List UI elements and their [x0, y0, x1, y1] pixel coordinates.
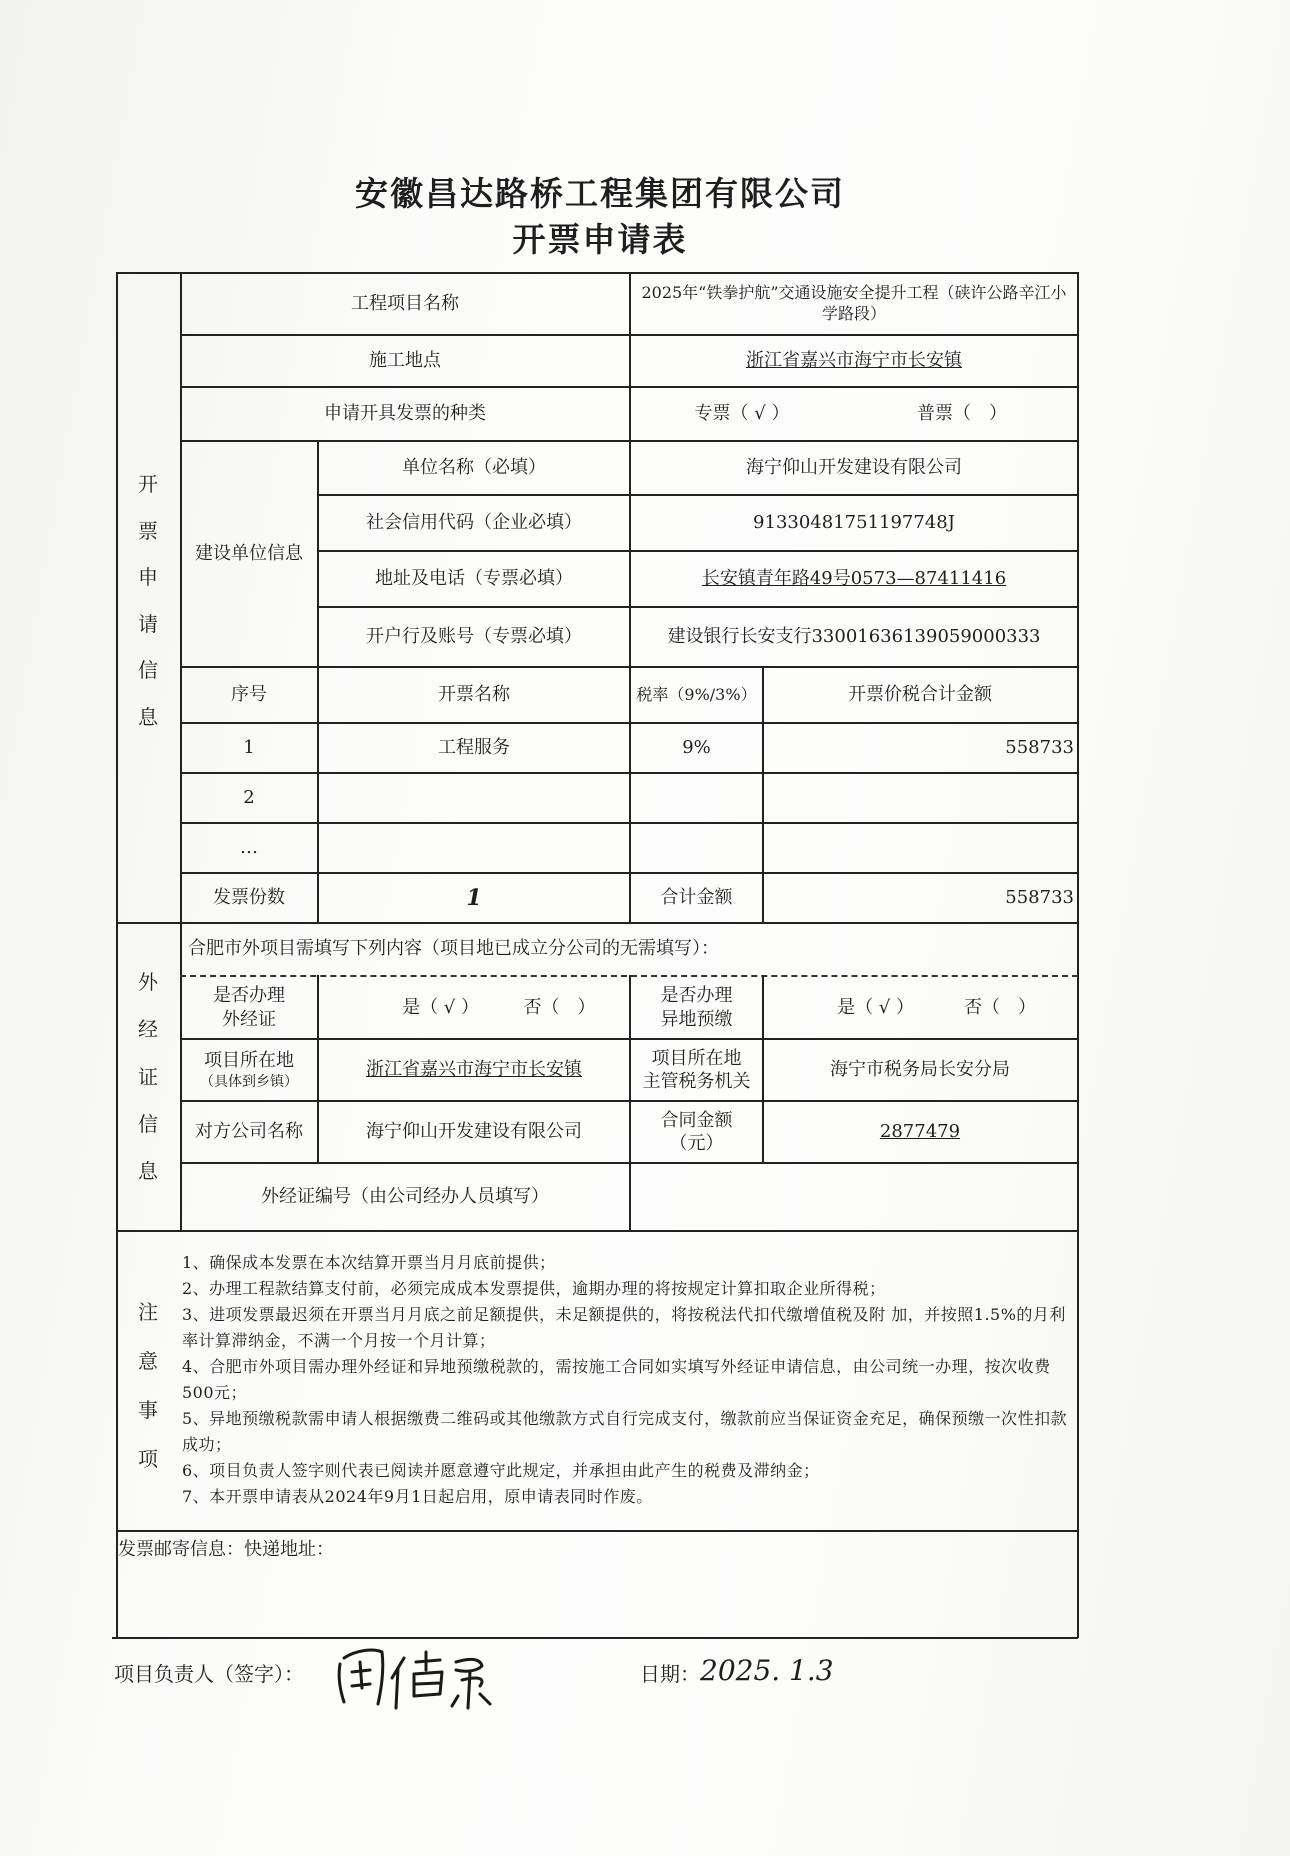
tax-authority-label — [631, 1040, 762, 1100]
table-row-3-no: … — [240, 837, 258, 859]
external-intro: 合肥市外项目需填写下列内容（项目地已成立分公司的无需填写）： — [188, 938, 719, 960]
builder-name-label: 单位名称（必填） — [402, 457, 546, 479]
special-invoice-option: 专票（ √ ） — [694, 403, 790, 425]
form-title: 开票申请表 — [512, 220, 688, 259]
prepay-no-option: 否（ ） — [964, 996, 1036, 1018]
signer-label: 项目负责人（签字）： — [114, 1662, 304, 1686]
address-label: 地址及电话（专票必填） — [375, 568, 573, 590]
site-label: 施工地点 — [369, 350, 441, 372]
site-value: 浙江省嘉兴市海宁市长安镇 — [746, 350, 962, 372]
col-header-no: 序号 — [231, 684, 267, 706]
builder-group-label: 建设单位信息 — [195, 543, 303, 565]
col-header-rate: 税率（9%/3%） — [636, 684, 757, 704]
wjz-question-line1: 是否办理 — [213, 985, 285, 1007]
credit-code-label: 社会信用代码（企业必填） — [366, 512, 582, 534]
prepay-question-line2: 异地预缴 — [660, 1008, 733, 1030]
normal-invoice-option: 普票（ ） — [917, 403, 1007, 425]
table-row-3-amount — [764, 824, 1074, 872]
address-value: 长安镇青年路49号0573—87411416 — [701, 568, 1007, 590]
note-item: 3、进项发票最迟须在开票当月月底之前足额提供，未足额提供的，将按税法代扣代缴增值税及附 加，并按照1.5%的月利率计算滞纳金，不满一个月按一个月计算； — [182, 1305, 1066, 1350]
col-header-name: 开票名称 — [438, 684, 510, 706]
contract-amount-label-line2: （元） — [669, 1133, 724, 1154]
total-amount-value: 558733 — [1005, 887, 1074, 909]
project-location-value: 浙江省嘉兴市海宁市长安镇 — [366, 1059, 582, 1081]
table-row-2-name — [319, 774, 629, 822]
tax-authority-value: 海宁市税务局长安分局 — [830, 1059, 1010, 1081]
col-header-amount: 开票价税合计金额 — [848, 684, 992, 706]
bank-label: 开户行及账号（专票必填） — [366, 626, 582, 648]
table-row-1-name: 工程服务 — [438, 737, 510, 759]
project-name-value: 2025年“铁拳护航”交通设施安全提升工程（硖许公路辛江小学路段） — [641, 283, 1067, 323]
prepay-question-line1: 是否办理 — [660, 985, 733, 1007]
bank-value: 建设银行长安支行33001636139059000333 — [667, 626, 1041, 648]
section-label-wjz-info: 外 经 证 信 息 — [138, 970, 158, 1183]
table-row-3-name — [319, 824, 629, 872]
builder-name-value: 海宁仰山开发建设有限公司 — [746, 457, 962, 479]
contract-amount-value: 2877479 — [879, 1121, 961, 1143]
signature-image — [330, 1628, 510, 1712]
note-item: 6、项目负责人签字则代表已阅读并愿意遵守此规定，并承担由此产生的税费及滞纳金； — [182, 1461, 820, 1480]
note-item: 2、办理工程款结算支付前，必须完成成本发票提供，逾期办理的将按规定计算扣取企业所得税； — [182, 1279, 886, 1298]
table-row-1-amount: 558733 — [1005, 737, 1074, 759]
total-amount-label: 合计金额 — [660, 887, 733, 909]
company-title: 安徽昌达路桥工程集团有限公司 — [355, 174, 845, 213]
notes-list — [182, 1250, 1072, 1510]
prepay-yes-option: 是（ √ ） — [837, 996, 914, 1018]
tax-authority-label-line1: 项目所在地 — [651, 1047, 742, 1069]
project-location-label-line1: 项目所在地 — [204, 1050, 294, 1072]
invoice-count-label: 发票份数 — [213, 887, 285, 909]
mailing-label: 发票邮寄信息：快递地址： — [118, 1539, 334, 1561]
wjz-yes-option: 是（ √ ） — [402, 996, 479, 1018]
date-label: 日期： — [640, 1662, 700, 1686]
table-row-1-no: 1 — [243, 737, 255, 759]
table-row-2-amount — [764, 774, 1074, 822]
contract-amount-label-line1: 合同金额 — [660, 1109, 733, 1131]
wjz-number-value — [632, 1164, 1076, 1230]
wjz-no-option: 否（ ） — [523, 996, 596, 1018]
project-name-label: 工程项目名称 — [351, 293, 459, 315]
project-location-label — [182, 1040, 316, 1100]
table-row-2-no: 2 — [243, 787, 255, 809]
contract-amount-label — [631, 1102, 762, 1162]
counterparty-value: 海宁仰山开发建设有限公司 — [366, 1121, 582, 1143]
note-item: 5、异地预缴税款需申请人根据缴费二维码或其他缴款方式自行完成支付，缴款前应当保证资金充足，确保预缴一次性扣款成功； — [182, 1409, 1068, 1454]
note-item: 1、确保成本发票在本次结算开票当月月底前提供； — [182, 1253, 556, 1272]
counterparty-label: 对方公司名称 — [195, 1121, 303, 1143]
wjz-question-line2: 外经证 — [222, 1008, 276, 1030]
wjz-number-label: 外经证编号（由公司经办人员填写） — [261, 1186, 549, 1208]
section-label-notes: 注 意 事 项 — [138, 1300, 158, 1471]
credit-code-value: 91330481751197748J — [753, 512, 955, 534]
project-location-label-line2: （具体到乡镇） — [200, 1073, 298, 1090]
section-label-apply-info: 开 票 申 请 信 息 — [138, 472, 158, 729]
table-row-3-rate — [631, 824, 762, 872]
table-row-2-rate — [631, 774, 762, 822]
note-item: 7、本开票申请表从2024年9月1日起启用，原申请表同时作废。 — [182, 1487, 653, 1506]
prepay-question — [631, 977, 762, 1038]
date-value: 2025. 1.3 — [700, 1653, 834, 1687]
wjz-question — [182, 977, 316, 1038]
note-item: 4、合肥市外项目需办理外经证和异地预缴税款的，需按施工合同如实填写外经证申请信息，由公司统一办理，按次收费500元； — [182, 1357, 1051, 1402]
invoice-type-label: 申请开具发票的种类 — [324, 403, 486, 425]
table-row-1-rate: 9% — [682, 737, 711, 759]
invoice-count-value: 1 — [466, 884, 482, 911]
tax-authority-label-line2: 主管税务机关 — [642, 1071, 751, 1092]
